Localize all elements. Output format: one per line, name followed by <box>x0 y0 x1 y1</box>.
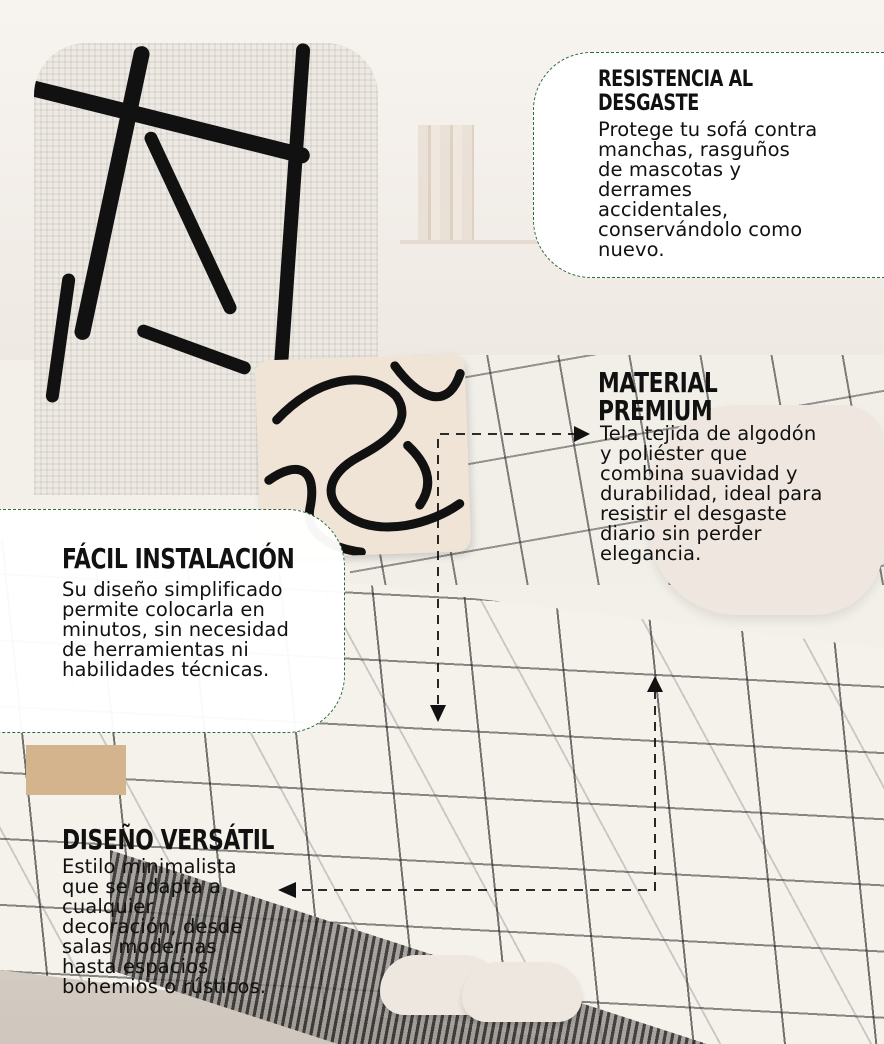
feature-body-instalacion: Su diseño simplificado permite colocarla en minutos, sin necesidad de herramientas ni habilidades técnicas. <box>62 578 289 681</box>
feature-body-resistencia: Protege tu sofá contra manchas, rasguños de mascotas y derrames accidentales, conservándolo como nuevo. <box>598 118 818 261</box>
feature-title-material: MATERIAL PREMIUM <box>598 366 718 427</box>
shelf-books <box>418 125 474 243</box>
feature-body-material: Tela tejida de algodón y poliéster que combina suavidad y durabilidad, ideal para resistir el desgaste diario sin perder elegancia. <box>600 422 823 565</box>
sofa-leg <box>26 745 126 795</box>
feature-title-resistencia-line1: RESISTENCIA AL <box>598 67 753 92</box>
feature-title-resistencia-line2: DESGASTE <box>598 91 699 116</box>
slipper-right <box>462 962 582 1022</box>
feature-title-instalacion: FÁCIL INSTALACIÓN <box>62 542 295 575</box>
shelf <box>400 240 550 244</box>
feature-title-diseno: DISEÑO VERSÁTIL <box>62 823 275 856</box>
feature-body-diseno: Estilo minimalista que se adapta a cualquier decoración, desde salas modernas hasta espacios bohemios o rústicos. <box>62 855 267 998</box>
